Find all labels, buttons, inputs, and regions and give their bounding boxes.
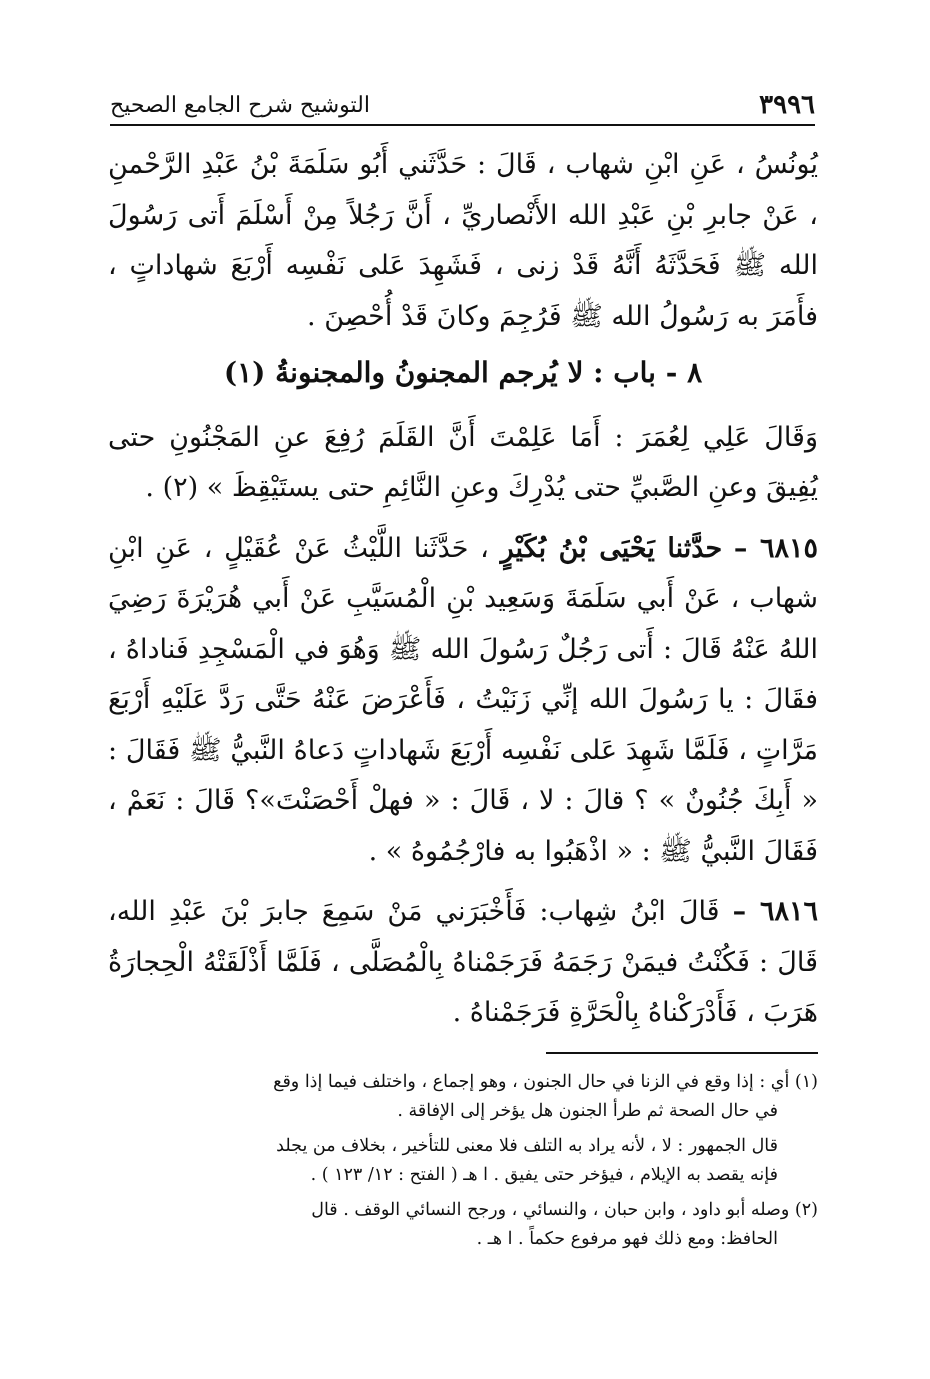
- footnote-divider: [546, 1052, 818, 1054]
- hadith-number-6816: ٦٨١٦ –: [732, 896, 818, 927]
- footnotes: [108, 1068, 818, 1254]
- footnote-1-line-2: في حال الصحة ثم طرأ الجنون هل يؤخر إلى الإفاقة .: [397, 1101, 778, 1121]
- footnote-1-line-1: (١) أي : إذا وقع في الزنا في حال الجنون ، وهو إجماع ، واختلف فيما إذا وقع: [273, 1072, 818, 1092]
- page-header: [110, 84, 815, 126]
- hadith-text-6816: قَالَ ابْنُ شِهاب: فَأَخْبَرَني مَنْ سَمِعَ جابرَ بْنَ عَبْدِ الله، قَالَ : فَكُنْتُ فيمَنْ رَجَمَهُ فَرَجَمْناهُ بِالْمُصَلَّى ، فَلَمَّا أَذْلَقَتْهُ الْحِجارَةُ هَرَبَ ، فَأَدْرَكْناهُ بِالْحَرَّةِ فَرَجَمْناهُ .: [108, 896, 818, 1028]
- chapter-heading: ٨ - باب : لا يُرجم المجنونُ والمجنونةُ (١): [223, 356, 703, 389]
- footnote-2-line-2: الحافظ: ومع ذلك فهو مرفوع حكماً . ا هـ .: [476, 1229, 778, 1249]
- paragraph-ali-saying: وَقَالَ عَلِي لِعُمَرَ : أَمَا عَلِمْتَ أَنَّ القَلَمَ رُفِعَ عنِ المَجْنُونِ حتى يُفِيقَ وعنِ الصَّبيِّ حتى يُدْرِكَ وعنِ النَّائِمِ حتى يستَيْقِظَ » (٢) .: [108, 421, 818, 503]
- main-text: [108, 140, 818, 1039]
- running-title: التوشيح شرح الجامع الصحيح: [110, 93, 370, 118]
- footnote-1-line-4: فإنه يقصد به الإيلام ، فيؤخر حتى يفيق . ا هـ ( الفتح : ١٢/ ١٢٣ ) .: [310, 1165, 778, 1185]
- hadith-6815: [108, 524, 818, 878]
- footnote-1-line-3: قال الجمهور : لا ، لأنه يراد به التلف فلا معنى للتأخير ، بخلاف من يجلد: [276, 1136, 778, 1156]
- narrator-6815: حدَّثنا يَحْيَى بْنُ بُكَيْرٍ: [500, 532, 723, 564]
- hadith-number-6815: ٦٨١٥ –: [733, 532, 818, 564]
- page-number: ٣٩٩٦: [759, 90, 815, 120]
- hadith-text-6815: ، حَدَّثَنا اللَّيْثُ عَنْ عُقَيْلٍ ، عَنِ ابْنِ شهاب ، عَنْ أَبي سَلَمَةَ وَسَعِيد بْنِ الْمُسَيَّبِ عَنْ أَبي هُرَيْرَةَ رَضِيَ اللهُ عَنْهُ قَالَ : أَتى رَجُلٌ رَسُولَ الله ﷺ وَهُوَ في الْمَسْجِدِ فَناداهُ ، فقَالَ : يا رَسُولَ الله إنِّي زَنَيْتُ ، فَأَعْرَضَ عَنْهُ حَتَّى رَدَّ عَلَيْهِ أَرْبَعَ مَرَّاتٍ ، فَلَمَّا شَهِدَ عَلى نَفْسِه أَرْبَعَ شَهاداتٍ دَعاهُ النَّبيُّ ﷺ فَقَالَ : « أَبِكَ جُنُونٌ » ؟ قالَ : لا ، قَالَ : « فهلْ أَحْصَنْتَ»؟ قَالَ : نَعَمْ ، فَقَالَ النَّبيُّ ﷺ : « اذْهَبُوا به فارْجُمُوهُ » .: [108, 532, 818, 867]
- footnote-2-line-1: (٢) وصله أبو داود ، وابن حبان ، والنسائي ، ورجح النسائي الوقف . قال: [311, 1200, 818, 1220]
- paragraph-jabir-hadith: يُونُسُ ، عَنِ ابْنِ شهاب ، قَالَ : حَدَّثَني أَبُو سَلَمَةَ بْنُ عَبْدِ الرَّحْمنِ ، عَنْ جابرِ بْنِ عَبْدِ الله الأَنْصاريِّ ، أَنَّ رَجُلاً مِنْ أَسْلَمَ أَتى رَسُولَ الله ﷺ فَحَدَّثَهُ أَنَّهُ قَدْ زنى ، فَشَهِدَ عَلى نَفْسِه أَرْبَعَ شهاداتٍ ، فأَمَرَ به رَسُولُ الله ﷺ فَرُجِمَ وكانَ قَدْ أُحْصِنَ .: [108, 149, 818, 332]
- hadith-6816: [108, 887, 818, 1039]
